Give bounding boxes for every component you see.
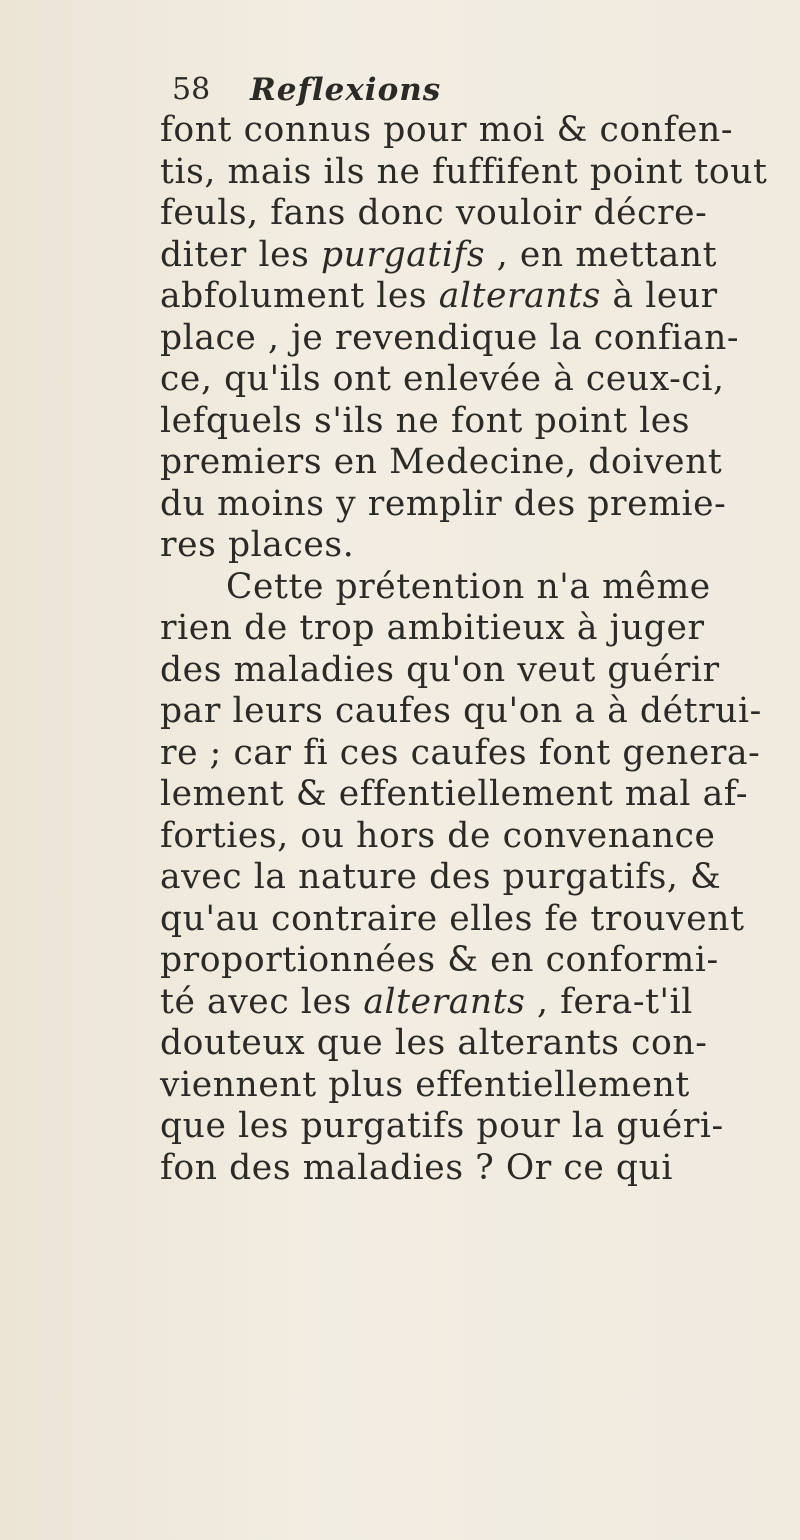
text-line: rien de trop ambitieux à juger <box>160 608 705 648</box>
text-line: viennent plus effentiellement <box>160 1064 690 1105</box>
text-line-segment: abfolument les <box>160 276 439 316</box>
text-line: feuls, fans donc vouloir décre- <box>160 193 708 233</box>
text-line: re ; car fi ces caufes font genera- <box>160 732 761 773</box>
page-number: 58 <box>172 72 211 107</box>
text-line-segment: diter les <box>160 234 321 275</box>
text-line: lement & effentiellement mal af- <box>160 774 749 814</box>
text-line <box>160 235 800 277</box>
text-line <box>160 276 800 318</box>
body-text <box>160 110 800 1380</box>
text-line: place , je revendique la confian- <box>160 317 740 358</box>
running-title: Reflexions <box>250 72 442 108</box>
text-line: proportionnées & en conformi- <box>160 940 719 980</box>
text-line: lefquels s'ils ne font point les <box>160 400 691 441</box>
text-line: tis, mais ils ne fuffifent point tout <box>160 151 768 192</box>
text-line-segment: à leur <box>600 276 718 316</box>
text-line: par leurs caufes qu'on a à détrui- <box>160 691 762 731</box>
text-line <box>160 982 800 1024</box>
running-head <box>172 70 732 110</box>
italic-term: purgatifs <box>320 234 486 275</box>
text-line: qu'au contraire elles fe trouvent <box>160 898 745 939</box>
text-line: Cette prétention n'a même <box>226 566 711 607</box>
text-line: douteux que les alterants con- <box>160 1023 708 1063</box>
text-line: des maladies qu'on veut guérir <box>160 649 720 690</box>
text-line: avec la nature des purgatifs, & <box>160 857 722 897</box>
italic-term: alterants <box>363 981 526 1022</box>
text-line-segment: , fera-t'il <box>525 981 693 1022</box>
text-line: forties, ou hors de convenance <box>160 815 716 856</box>
text-line-segment: , en mettant <box>485 234 718 275</box>
text-line: fon des maladies ? Or ce qui <box>160 1147 674 1188</box>
italic-term: alterants <box>438 276 601 316</box>
text-line: ce, qu'ils ont enlevée à ceux-ci, <box>160 359 725 399</box>
text-line: res places. <box>160 525 355 565</box>
text-line: font connus pour moi & confen- <box>160 110 734 150</box>
text-line: du moins y remplir des premie- <box>160 483 727 524</box>
text-line-segment: té avec les <box>160 981 364 1022</box>
text-line: que les purgatifs pour la guéri- <box>160 1106 724 1146</box>
text-line: premiers en Medecine, doivent <box>160 442 723 482</box>
